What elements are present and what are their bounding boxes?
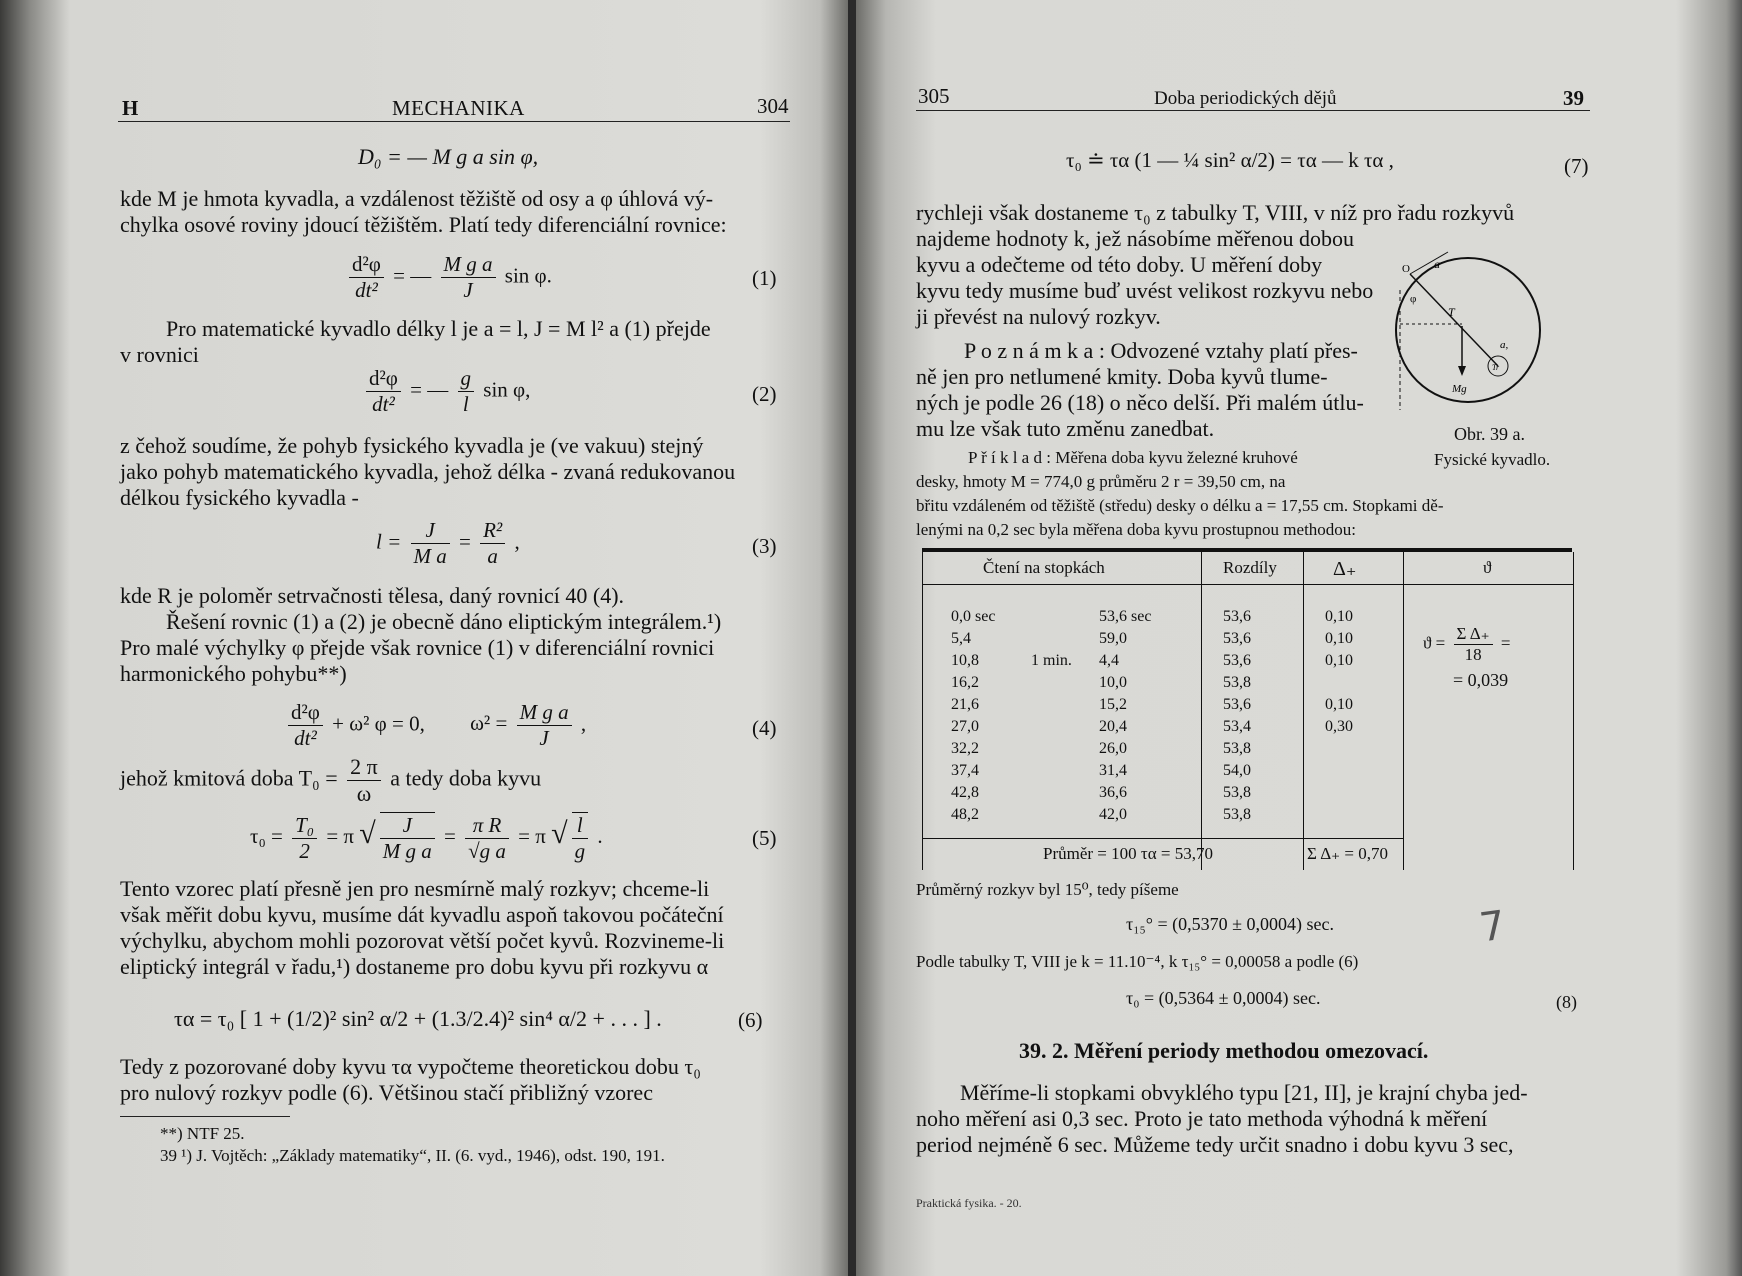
text-line: pro nulový rozkyv podle (6). Většinou stačí přibližný vzorec xyxy=(120,1080,653,1105)
pendulum-arm xyxy=(1410,274,1498,366)
text-table-ref: Podle tabulky T, VIII je k = 11.10⁻⁴, k τ₁₅° = 0,00058 a podle (6) xyxy=(916,952,1359,971)
text-line: desky, hmoty M = 774,0 g průměru 2 r = 39,50 cm, na xyxy=(916,472,1286,491)
label-o: O xyxy=(1402,263,1410,275)
table-cell: 0,0 sec xyxy=(951,608,996,625)
eq3-tail: , xyxy=(514,529,520,554)
eq5-tail: . xyxy=(597,823,603,848)
label-mg: Mg xyxy=(1452,383,1467,395)
table-cell: 53,8 xyxy=(1223,784,1251,801)
footnote-2: 39 ¹) J. Vojtěch: „Základy matematiky“, II. (6. vyd., 1946), odst. 190, 191. xyxy=(160,1146,665,1165)
figure-caption-title: Fysické kyvadlo. xyxy=(1434,450,1551,469)
theta-den: 18 xyxy=(1464,645,1482,664)
table-cell: 53,6 xyxy=(1223,630,1251,647)
equation-1-number: (1) xyxy=(752,266,777,290)
text-line: ných je podle 26 (18) o něco delší. Při malém útlu- xyxy=(916,390,1364,415)
eq5-c: = π xyxy=(518,823,546,848)
label-a: a xyxy=(1434,257,1440,271)
table-cell: 21,6 xyxy=(951,696,979,713)
equation-1 xyxy=(345,252,552,303)
equation-2-number: (2) xyxy=(752,382,777,406)
paragraph-5 xyxy=(120,754,541,807)
theta-result: = 0,039 xyxy=(1453,670,1509,690)
text-line: eliptický integrál v řadu,¹) dostaneme pro dobu kyvu při rozkyvu α xyxy=(120,954,709,979)
equation-6-number: (6) xyxy=(738,1008,763,1032)
table-row xyxy=(923,608,1403,630)
table-cell: 20,4 xyxy=(1099,718,1127,735)
eq5-f2-den: M g a xyxy=(382,839,432,863)
text-average-amplitude: Průměrný rozkyv byl 15⁰, tedy píšeme xyxy=(916,880,1179,899)
text-line: z čehož soudíme, že pohyb fysického kyvadla je (ve vakuu) stejný xyxy=(120,433,704,458)
p5-frac-den: ω xyxy=(356,781,372,806)
disk-outline xyxy=(1396,258,1540,402)
text-line: výchylku, abychom mohli pozorovat větší počet kyvů. Rozvineme-li xyxy=(120,928,725,953)
eq3-mid: = xyxy=(459,529,471,554)
text-line: Tedy z pozorované doby kyvu τα vypočteme theoretickou dobu τ₀ xyxy=(120,1054,701,1079)
text-line: ně jen pro netlumené kmity. Doba kyvů tlume- xyxy=(916,364,1328,389)
table-row xyxy=(923,652,1403,674)
equation-8-number: (8) xyxy=(1556,992,1577,1012)
col-header-delta: Δ₊ xyxy=(1333,558,1357,580)
table-cell: 53,6 xyxy=(1223,652,1251,669)
eq2-mid: = — xyxy=(410,377,449,402)
eq4-rhs-den: J xyxy=(539,726,549,750)
eq4-omega: ω² = xyxy=(470,711,508,736)
eq3-f1-den: M a xyxy=(413,544,447,568)
equation-tau15: τ₁₅° = (0,5370 ± 0,0004) sec. xyxy=(1126,914,1334,934)
arrow-head xyxy=(1458,366,1466,376)
col-divider xyxy=(1403,552,1404,870)
table-cell: 59,0 xyxy=(1099,630,1127,647)
label-a1: a, xyxy=(1500,339,1509,351)
header-page-number: 304 xyxy=(757,94,789,118)
eq2-lhs-den: dt² xyxy=(372,392,395,416)
table-cell: 42,0 xyxy=(1099,806,1127,823)
table-cell: 16,2 xyxy=(951,674,979,691)
table-cell: 53,8 xyxy=(1223,806,1251,823)
text-line: najdeme hodnoty k, jež násobíme měřenou dobou xyxy=(916,226,1355,251)
eq5-f2-num: J xyxy=(380,813,435,839)
text-line: P o z n á m k a : Odvozené vztahy platí přes- xyxy=(964,338,1358,363)
text-line: Pro malé výchylky φ přejde však rovnice (1) v diferenciální rovnici xyxy=(120,635,715,660)
header-chapter-number: 39 xyxy=(1563,86,1584,110)
text-line: však měřit dobu kyvu, musíme dát kyvadlu aspoň takovou počáteční xyxy=(120,902,724,927)
eq4-tail: , xyxy=(580,711,587,736)
eq1-tail: sin φ. xyxy=(504,263,552,288)
eq3-f2-den: a xyxy=(487,544,498,568)
text-line: kde M je hmota kyvadla, a vzdálenost těžiště od osy a φ úhlová vý- xyxy=(120,186,714,211)
table-row xyxy=(923,784,1403,806)
theta-lhs: ϑ = xyxy=(1423,633,1446,653)
eq4-lhs-num: d²φ xyxy=(288,700,323,726)
table-cell: 36,6 xyxy=(1099,784,1127,801)
text-line: Tento vzorec platí přesně jen pro nesmírně malý rozkyv; chceme-li xyxy=(120,876,710,901)
table-cell: 31,4 xyxy=(1099,762,1127,779)
text-line: harmonického pohybu**) xyxy=(120,661,347,686)
eq4-lhs-den: dt² xyxy=(294,726,317,750)
equation-4 xyxy=(284,700,586,751)
table-cell: 53,8 xyxy=(1223,674,1251,691)
text-line: v rovnici xyxy=(120,342,199,367)
figure-caption-number: Obr. 39 a. xyxy=(1454,424,1525,444)
theta-num: Σ Δ₊ xyxy=(1454,624,1493,645)
table-cell: 1 min. xyxy=(1031,652,1072,669)
table-cell: 10,8 xyxy=(951,652,979,669)
text-line: chylka osové roviny jdoucí těžištěm. Platí tedy diferenciální rovnice: xyxy=(120,212,727,237)
table-cell: 26,0 xyxy=(1099,740,1127,757)
table-row xyxy=(923,630,1403,652)
eq1-rhs-num: M g a xyxy=(441,252,496,278)
equation-d0: D₀ = — M g a sin φ, xyxy=(358,144,539,169)
header-rule xyxy=(916,110,1590,111)
label-t: T xyxy=(1448,305,1455,319)
table-cell: 27,0 xyxy=(951,718,979,735)
eq3-lhs: l = xyxy=(376,529,402,554)
col-header-differences: Rozdíly xyxy=(1223,558,1277,577)
right-page xyxy=(856,0,1742,1276)
text-line: Řešení rovnic (1) a (2) je obecně dáno eliptickým integrálem.¹) xyxy=(166,609,722,634)
table-cell: 4,4 xyxy=(1099,652,1119,669)
eq2-lhs-num: d²φ xyxy=(366,366,401,392)
table-row xyxy=(923,674,1403,696)
header-rule xyxy=(118,121,790,122)
text-line: kyvu tedy musíme buď uvést velikost rozkyvu nebo xyxy=(916,278,1374,303)
table-row xyxy=(923,806,1403,828)
table-average: Průměr = 100 τα = 53,70 xyxy=(1043,844,1213,863)
equation-4-number: (4) xyxy=(752,716,777,740)
table-row xyxy=(923,718,1403,740)
table-cell: 0,10 xyxy=(1325,696,1353,713)
equation-8: τ₀ = (0,5364 ± 0,0004) sec. xyxy=(1126,988,1321,1008)
eq2-tail: sin φ, xyxy=(483,377,531,402)
table-cell: 15,2 xyxy=(1099,696,1127,713)
equation-7: τ₀ ≐ τα (1 — ¼ sin² α/2) = τα — k τα , xyxy=(1066,148,1394,172)
eq5-b: = xyxy=(444,823,456,848)
table-cell: 48,2 xyxy=(951,806,979,823)
table-cell: 53,8 xyxy=(1223,740,1251,757)
eq5-lhs: τ₀ = xyxy=(250,823,283,848)
eq5-f1-den: 2 xyxy=(299,838,310,863)
book-gutter xyxy=(848,0,856,1276)
text-line: jako pohyb matematického kyvadla, jehož délka - zvaná redukovanou xyxy=(120,459,736,484)
text-line: lenými na 0,2 sec byla měřena doba kyvu prostupnou methodou: xyxy=(916,520,1357,539)
page-footer-signature: Praktická fysika. - 20. xyxy=(916,1196,1022,1210)
eq1-rhs-den: J xyxy=(463,278,473,302)
text-line: Pro matematické kyvadlo délky l je a = l, J = M l² a (1) přejde xyxy=(166,316,711,341)
eq4-rhs-num: M g a xyxy=(517,700,572,726)
sqrt-sign-2: √ xyxy=(551,816,568,850)
p5-text-a: jehož kmitová doba T₀ = xyxy=(120,765,338,791)
text-line: period nejméně 6 sec. Můžeme tedy určit snadno i dobu kyvu 3 sec, xyxy=(916,1132,1514,1157)
text-line: kyvu a odečteme od této doby. U měření doby xyxy=(916,252,1323,277)
table-sum-delta: Σ Δ₊ = 0,70 xyxy=(1307,844,1388,863)
eq3-f1-num: J xyxy=(411,518,450,544)
text-line: rychleji však dostaneme τ₀ z tabulky T, VIII, v níž pro řadu rozkyvů xyxy=(916,200,1515,225)
p5-frac-num: 2 π xyxy=(347,754,381,781)
p5-text-b: a tedy doba kyvu xyxy=(390,765,542,791)
header-page-number: 305 xyxy=(918,84,950,108)
eq1-lhs-num: d²φ xyxy=(349,252,384,278)
equation-5-number: (5) xyxy=(752,826,777,850)
theta-eq: = xyxy=(1500,633,1511,653)
pendulum-figure xyxy=(1388,250,1548,410)
eq3-f2-num: R² xyxy=(480,518,505,544)
text-line: P ř í k l a d : Měřena doba kyvu železné kruhové xyxy=(968,448,1298,467)
table-cell: 0,10 xyxy=(1325,608,1353,625)
eq2-rhs-num: g xyxy=(458,366,475,392)
equation-3-number: (3) xyxy=(752,534,777,558)
handwritten-mark: 7 xyxy=(1476,902,1509,952)
left-page xyxy=(0,0,848,1276)
table-cell: 0,10 xyxy=(1325,652,1353,669)
equation-2 xyxy=(362,366,530,417)
col-header-readings: Čtení na stopkách xyxy=(983,558,1105,577)
sqrt-sign-1: √ xyxy=(359,816,376,850)
theta-formula xyxy=(1423,624,1510,665)
header-title: Doba periodických dějů xyxy=(1154,88,1337,109)
col-header-theta: ϑ xyxy=(1483,558,1492,577)
eq2-rhs-den: l xyxy=(462,392,469,416)
equation-7-number: (7) xyxy=(1564,154,1589,178)
text-line: kde R je poloměr setrvačnosti tělesa, daný rovnicí 40 (4). xyxy=(120,583,625,608)
header-letter: H xyxy=(122,96,139,120)
equation-6: τα = τ₀ [ 1 + (1/2)² sin² α/2 + (1.3/2.4)² sin⁴ α/2 + . . . ] . xyxy=(174,1006,662,1031)
table-cell: 5,4 xyxy=(951,630,971,647)
eq4-mid: + ω² φ = 0, xyxy=(332,711,425,736)
eq5-f1-num: T₀ xyxy=(292,813,317,839)
table-cell: 53,4 xyxy=(1223,718,1251,735)
eq1-lhs-den: dt² xyxy=(355,278,378,302)
equation-3 xyxy=(376,518,520,569)
table-cell: 0,30 xyxy=(1325,718,1353,735)
eq5-f3-num: π R xyxy=(465,813,509,839)
header-title: MECHANIKA xyxy=(392,96,525,120)
text-line: Měříme-li stopkami obvyklého typu [21, II], je krajní chyba jed- xyxy=(960,1080,1528,1105)
text-line: délkou fysického kyvadla - xyxy=(120,485,359,510)
eq5-a: = π xyxy=(326,823,355,848)
label-phi: φ xyxy=(1410,293,1417,305)
table-footer-rule xyxy=(923,838,1403,839)
table-cell: 37,4 xyxy=(951,762,979,779)
table-row xyxy=(923,696,1403,718)
section-heading: 39. 2. Měření periody methodou omezovací. xyxy=(1019,1038,1429,1063)
equation-5 xyxy=(250,812,603,864)
footnote-rule xyxy=(120,1116,290,1117)
eq5-f4-num: l xyxy=(572,813,589,839)
text-line: ji převést na nulový rozkyv. xyxy=(916,304,1161,329)
table-cell: 53,6 xyxy=(1223,696,1251,713)
eq1-mid: = — xyxy=(393,263,432,288)
table-cell: 42,8 xyxy=(951,784,979,801)
table-cell: 32,2 xyxy=(951,740,979,757)
text-line: břitu vzdáleném od těžiště (středu) desky o délku a = 17,55 cm. Stopkami dě- xyxy=(916,496,1444,515)
text-line: noho měření asi 0,3 sec. Proto je tato methoda výhodná k měření xyxy=(916,1106,1488,1131)
label-tr: Tr xyxy=(1492,363,1500,372)
table-cell: 10,0 xyxy=(1099,674,1127,691)
eq5-f3-den: √g a xyxy=(468,838,506,863)
table-cell: 53,6 sec xyxy=(1099,608,1152,625)
table-row xyxy=(923,740,1403,762)
table-cell: 0,10 xyxy=(1325,630,1353,647)
measurement-table xyxy=(922,552,1574,870)
table-cell: 54,0 xyxy=(1223,762,1251,779)
footnote-1: **) NTF 25. xyxy=(160,1124,245,1143)
text-line: mu lze však tuto změnu zanedbat. xyxy=(916,416,1215,441)
eq5-f4-den: g xyxy=(574,839,586,863)
table-cell: 53,6 xyxy=(1223,608,1251,625)
table-row xyxy=(923,762,1403,784)
